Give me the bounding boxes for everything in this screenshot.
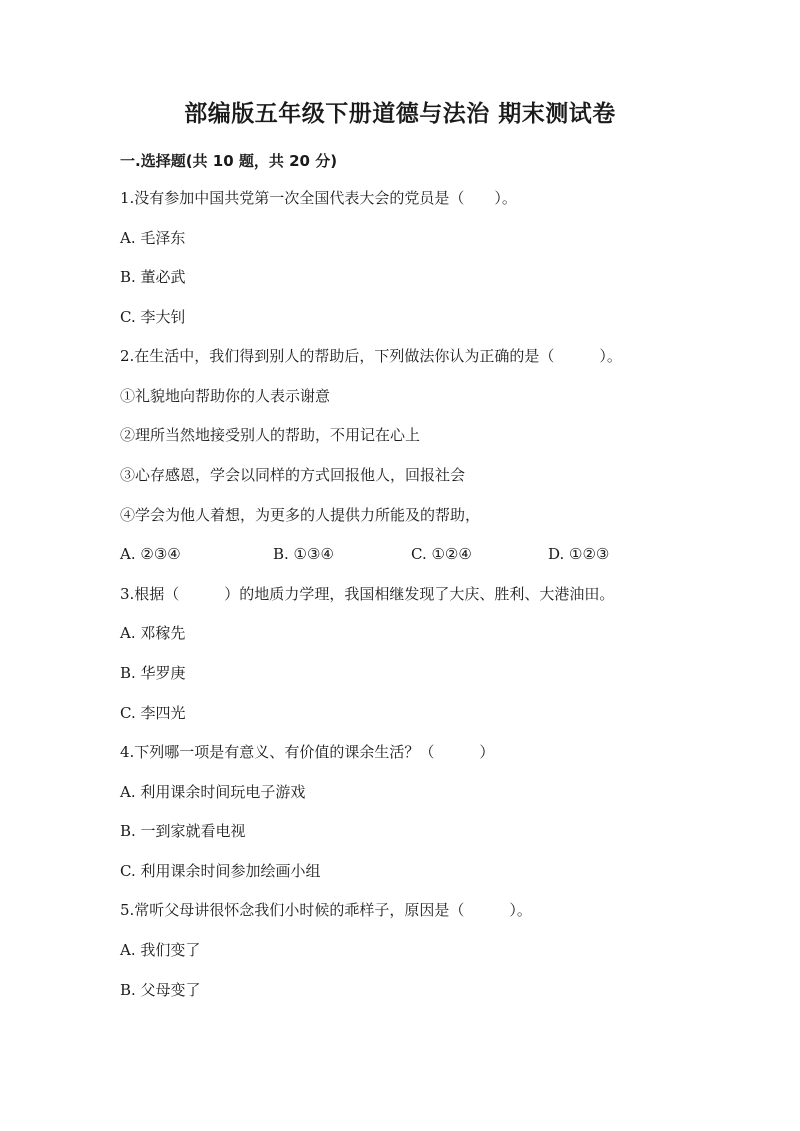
question-5-stem: 5.常听父母讲很怀念我们小时候的乖样子，原因是（ ）。 [120, 901, 532, 919]
question-2-stem: 2.在生活中，我们得到别人的帮助后，下列做法你认为正确的是（ ）。 [120, 347, 622, 365]
question-4-option-c: C. 利用课余时间参加绘画小组 [120, 862, 321, 880]
page-title: 部编版五年级下册道德与法治 期末测试卷 [184, 101, 616, 127]
question-1-option-b: B. 董必武 [120, 268, 186, 286]
question-3-option-b: B. 华罗庚 [120, 664, 186, 682]
question-3-option-c: C. 李四光 [120, 704, 186, 722]
question-2-option-b: B. ①③④ [273, 545, 334, 563]
question-2-option-d: D. ①②③ [548, 545, 610, 563]
question-5-option-a: A. 我们变了 [120, 941, 201, 959]
question-3-option-a: A. 邓稼先 [120, 624, 186, 642]
question-1-option-a: A. 毛泽东 [120, 229, 186, 247]
question-4-option-a: A. 利用课余时间玩电子游戏 [120, 783, 306, 801]
question-2-statement-2: ②理所当然地接受别人的帮助，不用记在心上 [120, 426, 421, 444]
question-1-option-c: C. 李大钊 [120, 308, 186, 326]
section-heading: 一.选择题(共 10 题，共 20 分) [120, 152, 338, 170]
question-5-option-b: B. 父母变了 [120, 981, 201, 999]
question-3-stem: 3.根据（ ）的地质力学理，我国相继发现了大庆、胜利、大港油田。 [120, 585, 615, 603]
question-4-stem: 4.下列哪一项是有意义、有价值的课余生活？（ ） [120, 743, 495, 761]
question-2-option-c: C. ①②④ [411, 545, 472, 563]
question-1-stem: 1.没有参加中国共党第一次全国代表大会的党员是（ ）。 [120, 189, 517, 207]
question-2-statement-1: ①礼貌地向帮助你的人表示谢意 [120, 387, 331, 405]
question-2-statement-4: ④学会为他人着想，为更多的人提供力所能及的帮助， [120, 506, 481, 524]
question-4-option-b: B. 一到家就看电视 [120, 822, 246, 840]
question-2-statement-3: ③心存感恩，学会以同样的方式回报他人，回报社会 [120, 466, 466, 484]
question-2-option-a: A. ②③④ [120, 545, 181, 563]
